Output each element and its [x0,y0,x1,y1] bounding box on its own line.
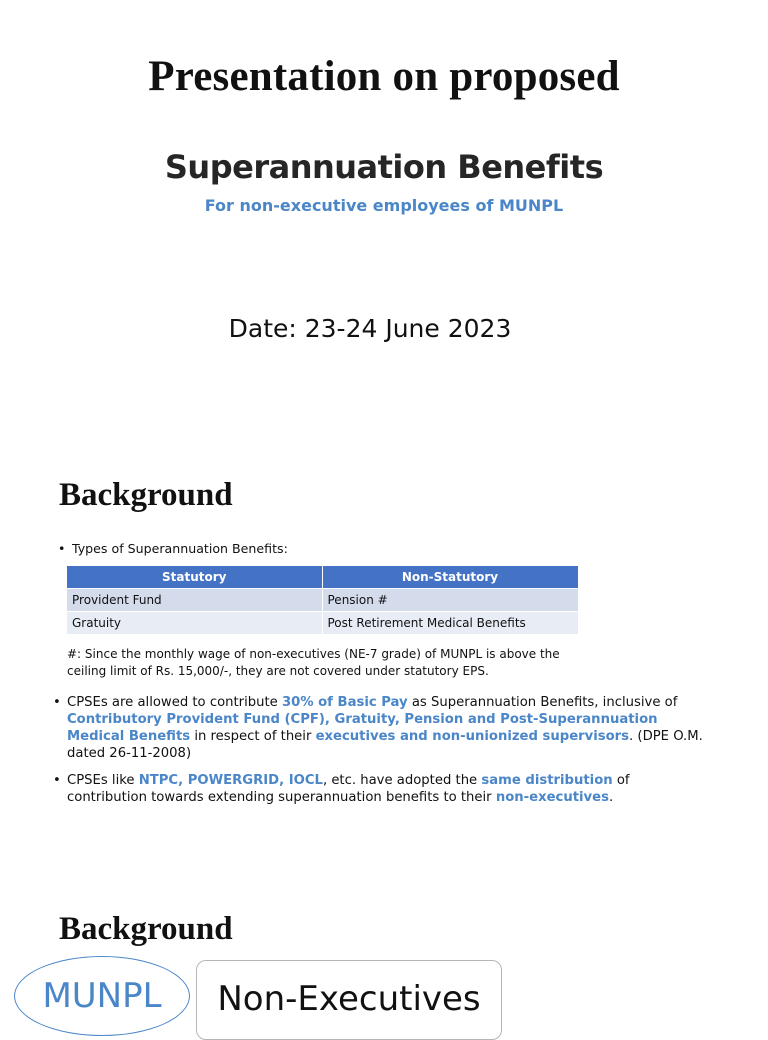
table-row [67,612,578,635]
munpl-oval-shape: MUNPL [14,956,190,1036]
background-heading-2: Background [59,911,233,947]
background-heading: Background [59,477,233,513]
text-run: . (DPE O.M. dated 26-11-2008) [67,729,703,761]
highlight-text: 30% of Basic Pay [281,695,408,710]
table-header-row [67,566,578,589]
highlight-text: same distribution [481,773,613,788]
column-header: Statutory [67,566,322,589]
presentation-date: Date: 23-24 June 2023 [228,314,512,343]
highlight-text: NTPC, POWERGRID, IOCL [138,773,323,788]
paragraph-text [53,694,713,762]
highlight-text: non-executives [495,790,609,805]
text-run: . [608,790,614,805]
highlight-text: Contributory Provident Fund (CPF), Gratuity, Pension and Post-Superannuation Medical Benefits [67,712,658,744]
bullet-dot-icon: • [53,695,61,710]
page-title: Presentation on proposed [148,53,620,100]
slide-subtitle: Superannuation Benefits [164,148,604,186]
text-run: CPSEs like [67,773,139,788]
bullet-paragraph-cpse-adoption [53,772,713,806]
table-cell: Pension # [322,589,578,612]
text-run: in respect of their [190,729,316,744]
benefits-table [67,566,579,634]
text-run: as Superannuation Benefits, inclusive of [407,695,678,710]
non-executives-box: Non-Executives [196,960,502,1040]
slide-tagline: For non-executive employees of MUNPL [204,196,564,215]
table-cell: Provident Fund [67,589,322,612]
table-footnote: #: Since the monthly wage of non-executives (NE-7 grade) of MUNPL is above the ceiling limit of Rs. 15,000/-, they are not covered under statutory EPS. [67,647,560,678]
highlight-text: executives and non-unionized supervisors [315,729,630,744]
text-run: of contribution towards extending superannuation benefits to their [67,773,630,805]
table-row [67,589,578,612]
paragraph-text [53,772,713,806]
column-header: Non-Statutory [322,566,578,589]
table-cell: Post Retirement Medical Benefits [322,612,578,635]
table-cell: Gratuity [67,612,322,635]
bullet-paragraph-cpse-contribution [53,694,713,762]
bullet-dot-icon: • [53,773,61,788]
text-run: , etc. have adopted the [322,773,482,788]
text-run: CPSEs are allowed to contribute [67,695,282,710]
bullet-text: Types of Superannuation Benefits: [72,541,288,556]
bullet-dot-icon: • [58,541,66,556]
bullet-types-intro [58,541,288,556]
